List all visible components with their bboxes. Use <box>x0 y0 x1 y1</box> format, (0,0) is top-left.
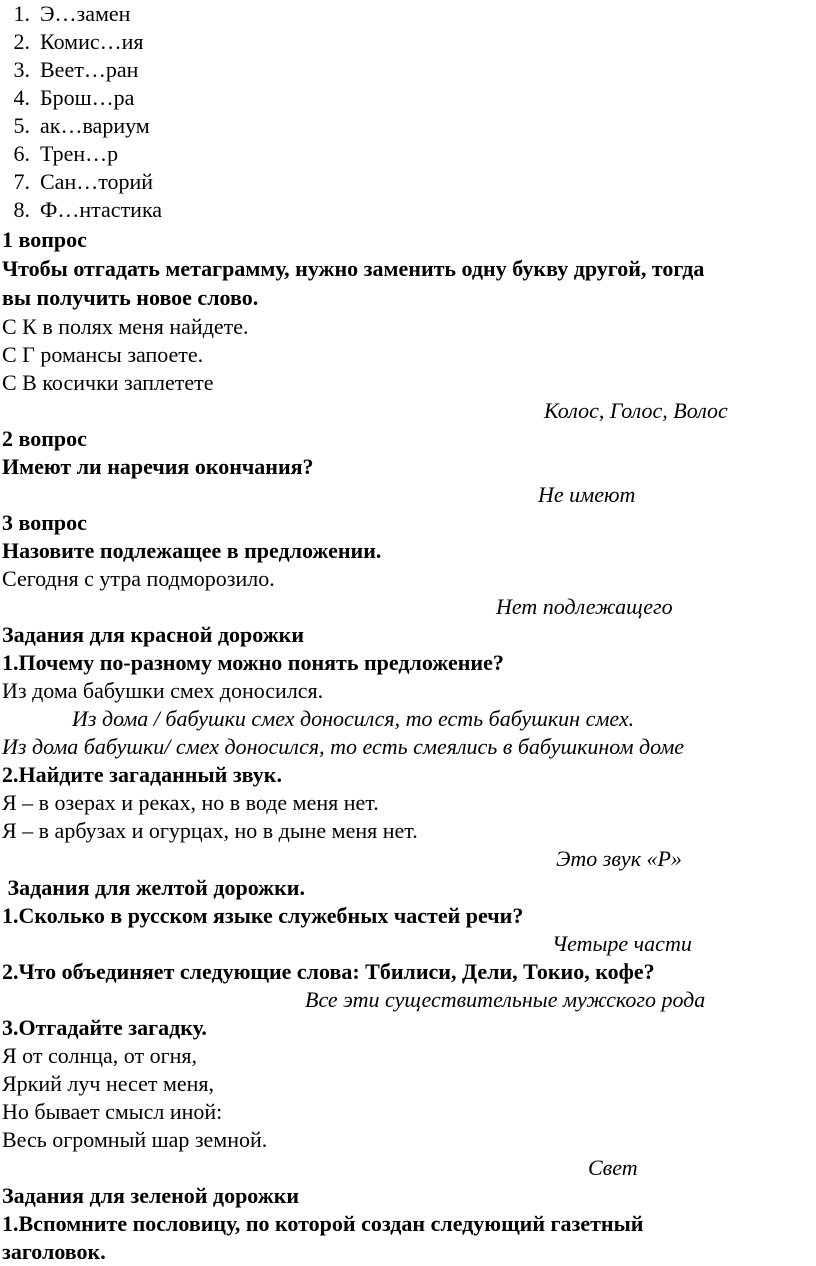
riddle-line-3: Но бывает смысл иной: <box>2 1099 223 1124</box>
red-task-2-answer: Это звук «Р» <box>556 846 682 871</box>
list-item: 2. Комис…ия <box>13 29 144 54</box>
question-3-task: Назовите подлежащее в предложении. <box>2 538 382 563</box>
question-2-heading: 2 вопрос <box>2 426 87 451</box>
question-3-heading: 3 вопрос <box>2 510 87 535</box>
yellow-task-2-answer: Все эти существительные мужского рода <box>305 987 706 1012</box>
question-3-sentence: Сегодня с утра подморозило. <box>2 566 275 591</box>
yellow-track-heading: Задания для желтой дорожки. <box>2 875 305 900</box>
list-item: 8. Ф…нтастика <box>13 197 163 222</box>
question-1-answer: Колос, Голос, Волос <box>544 398 728 423</box>
question-1-riddle-line-2: С Г романсы запоете. <box>2 342 204 367</box>
riddle-line-4: Весь огромный шар земной. <box>2 1127 268 1152</box>
yellow-task-2: 2.Что объединяет следующие слова: Тбилиси, Дели, Токио, кофе? <box>2 959 655 984</box>
green-track-heading: Задания для зеленой дорожки <box>2 1183 300 1208</box>
question-1-riddle-line-3: С В косички заплетете <box>2 370 214 395</box>
question-2-task: Имеют ли наречия окончания? <box>2 454 314 479</box>
question-1-riddle-line-1: С К в полях меня найдете. <box>2 314 249 339</box>
list-item: 4. Брош…ра <box>13 85 135 110</box>
list-item: 5. ак…вариум <box>13 113 150 138</box>
red-task-2-line-1: Я – в озерах и реках, но в воде меня нет. <box>2 790 379 815</box>
question-3-answer: Нет подлежащего <box>496 594 673 619</box>
list-item: 7. Сан…торий <box>13 169 154 194</box>
red-track-heading: Задания для красной дорожки <box>2 622 305 647</box>
red-task-1-answer-1: Из дома / бабушки смех доносился, то есть бабушкин смех. <box>72 706 635 731</box>
red-task-2-line-2: Я – в арбузах и огурцах, но в дыне меня нет. <box>2 818 418 843</box>
yellow-task-1: 1.Сколько в русском языке служебных частей речи? <box>2 903 524 928</box>
question-1-heading: 1 вопрос <box>2 227 87 252</box>
question-2-answer: Не имеют <box>538 482 636 507</box>
question-1-task-line-2: вы получить новое слово. <box>2 285 259 310</box>
question-1-task-line-1: Чтобы отгадать метаграмму, нужно заменить одну букву другой, тогда <box>2 256 705 281</box>
list-item: 3. Веет…ран <box>13 57 139 82</box>
list-item: 1. Э…замен <box>13 1 131 26</box>
yellow-task-3: 3.Отгадайте загадку. <box>2 1015 207 1040</box>
list-item: 6. Трен…р <box>13 141 119 166</box>
yellow-task-1-answer: Четыре части <box>552 931 692 956</box>
riddle-line-1: Я от солнца, от огня, <box>2 1043 198 1068</box>
red-task-2: 2.Найдите загаданный звук. <box>2 762 282 787</box>
red-task-1: 1.Почему по-разному можно понять предложение? <box>2 650 504 675</box>
riddle-line-2: Яркий луч несет меня, <box>2 1071 215 1096</box>
green-task-1-line-1: 1.Вспомните пословицу, по которой создан следующий газетный <box>2 1211 644 1236</box>
yellow-task-3-answer: Свет <box>588 1155 638 1180</box>
red-task-1-answer-2: Из дома бабушки/ смех доносился, то есть смеялись в бабушкином доме <box>2 734 685 759</box>
green-task-1-line-2: заголовок. <box>2 1239 106 1264</box>
red-task-1-sentence: Из дома бабушки смех доносился. <box>2 678 324 703</box>
